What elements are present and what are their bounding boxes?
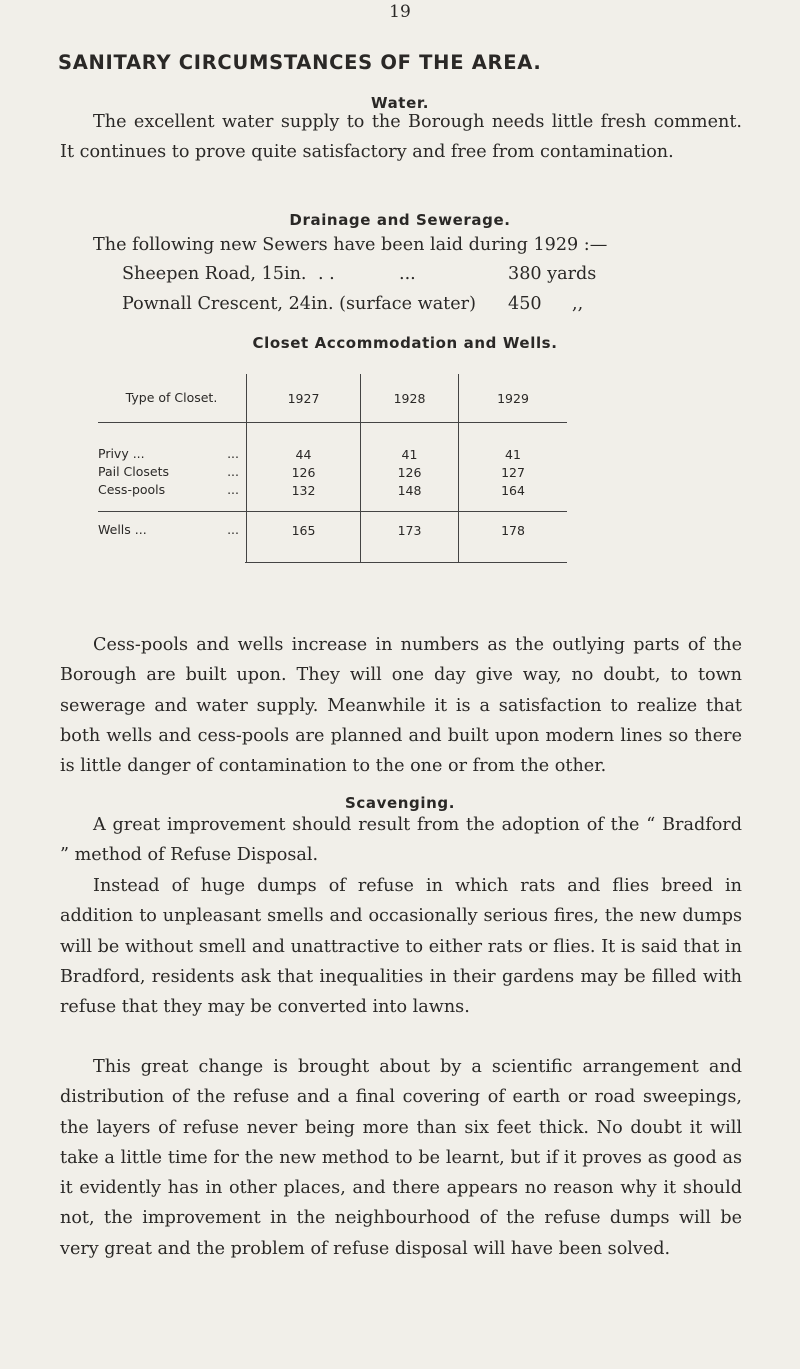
column-header: 1927 (247, 374, 361, 423)
table-cell: 41 (361, 423, 459, 464)
scavenging-paragraph: Instead of huge dumps of refuse in which rats and flies breed in addition to unpleasant smells and occasionally serious fires, the new dumps will be without smell and unattractive to either rats or flies. It is said that in Bradford, residents ask that inequalities in their gardens may be filled with refuse that they may be converted into lawns. (60, 876, 742, 1018)
table-cell: 44 (247, 423, 361, 464)
closet-table (245, 374, 567, 563)
closets-heading: Closet Accommodation and Wells. (252, 334, 558, 352)
table-row (245, 423, 567, 464)
table-cell: 178 (459, 512, 568, 563)
table-row (245, 512, 567, 563)
column-header: 1928 (361, 374, 459, 423)
table-cell: 41 (459, 423, 568, 464)
scavenging-heading: Scavenging. (344, 794, 456, 812)
table-cell: 127 (459, 463, 568, 481)
page-title: SANITARY CIRCUMSTANCES OF THE AREA. (58, 51, 542, 74)
closets-paragraph: Cess-pools and wells increase in numbers as the outlying parts of the Borough are built upon. They will one day give way, no doubt, to town sewerage and water supply. Meanwhile it is a satisfaction to realize that both wells and cess-pools are planned and built upon modern lines so there is little danger of contamination to the one or from the other. (60, 635, 742, 777)
table-cell: 165 (247, 512, 361, 563)
closet-type-column (98, 374, 245, 548)
sewer-leader-dots: . . (318, 264, 335, 284)
sewers-intro: The following new Sewers have been laid during 1929 :— (93, 235, 608, 255)
scavenging-paragraph: This great change is brought about by a scientific arrangement and distribution of the refuse and a final covering of earth or road sweepings, the layers of refuse never being more than six feet thick. No doubt it will take a little time for the new method to be learnt, but if it proves as good as it evidently has in other places, and there appears no reason why it should not, the improvement in the neighbourhood of the refuse dumps will be very great and the problem of refuse disposal will have been solved. (60, 1057, 742, 1259)
drainage-heading: Drainage and Sewerage. (289, 211, 511, 229)
row-label: Cess-pools ... (98, 482, 239, 497)
row-label: Privy ... ... (98, 446, 239, 461)
sewer-length: 380 yards (508, 264, 597, 284)
column-header: Type of Closet. (98, 374, 245, 423)
table-cell: 173 (361, 512, 459, 563)
table-header-row (245, 374, 567, 423)
row-label: Pail Closets ... (98, 464, 239, 479)
column-header: 1929 (459, 374, 568, 423)
table-row (245, 463, 567, 481)
page-number: 19 (389, 2, 411, 22)
water-paragraph: The excellent water supply to the Borough needs little fresh comment. It continues to prove quite satisfactory and free from contamination. (60, 112, 742, 163)
table-row (245, 481, 567, 512)
row-label: Wells ... ... (98, 522, 239, 537)
water-heading: Water. (370, 94, 430, 112)
sewer-length: 450 (508, 294, 542, 314)
sewer-name: Sheepen Road, 15in. (122, 264, 307, 284)
table-cell: 126 (361, 463, 459, 481)
table-cell: 164 (459, 481, 568, 512)
sewer-leader-dots: ... (399, 264, 416, 284)
table-cell: 148 (361, 481, 459, 512)
table-cell: 126 (247, 463, 361, 481)
sewer-unit: ,, (572, 294, 584, 314)
table-cell: 132 (247, 481, 361, 512)
scavenging-paragraph: A great improvement should result from the adoption of the “ Bradford ” method of Refuse Disposal. (60, 815, 742, 866)
sewer-name: Pownall Crescent, 24in. (surface water) (122, 294, 476, 314)
